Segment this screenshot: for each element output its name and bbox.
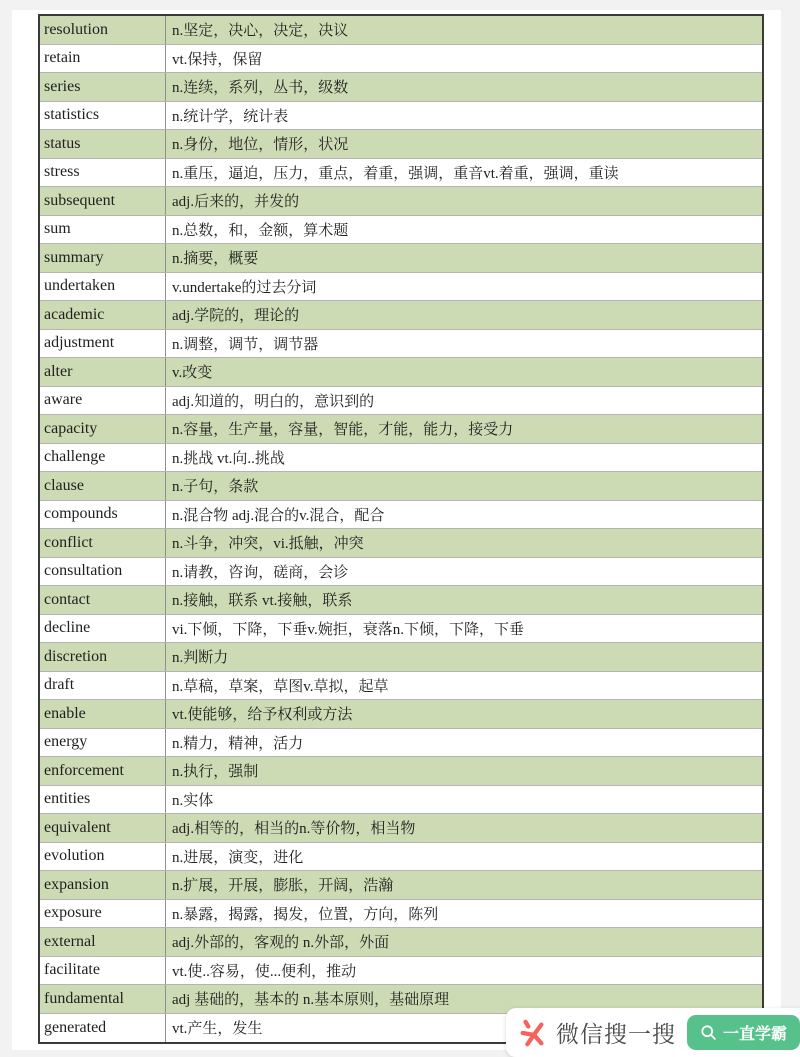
table-row bbox=[40, 159, 762, 188]
table-row bbox=[40, 301, 762, 330]
definition-cell: n.摘要，概要 bbox=[172, 251, 259, 268]
table-row bbox=[40, 501, 762, 530]
word-cell: summary bbox=[40, 244, 166, 272]
definition-cell: adj.相等的，相当的n.等价物，相当物 bbox=[172, 821, 416, 838]
vocab-table bbox=[38, 14, 764, 1044]
word-cell: exposure bbox=[40, 900, 166, 928]
word-cell: draft bbox=[40, 672, 166, 700]
word-cell: alter bbox=[40, 358, 166, 386]
word-cell: evolution bbox=[40, 843, 166, 871]
word-cell: external bbox=[40, 928, 166, 956]
definition-cell: n.接触，联系 vt.接触，联系 bbox=[172, 593, 353, 610]
definition-cell: n.坚定，决心，决定，决议 bbox=[172, 23, 349, 40]
table-row bbox=[40, 444, 762, 473]
word-cell: fundamental bbox=[40, 985, 166, 1013]
table-row bbox=[40, 358, 762, 387]
definition-cell: vt.产生，发生 bbox=[172, 1021, 263, 1038]
table-row bbox=[40, 529, 762, 558]
definition-cell: adj.知道的，明白的，意识到的 bbox=[172, 393, 375, 410]
table-row bbox=[40, 216, 762, 245]
word-cell: aware bbox=[40, 387, 166, 415]
word-cell: capacity bbox=[40, 415, 166, 443]
definition-cell: adj 基础的，基本的 n.基本原则，基础原理 bbox=[172, 992, 450, 1009]
definition-cell: n.精力，精神，活力 bbox=[172, 735, 304, 752]
table-row bbox=[40, 757, 762, 786]
definition-cell: vt.使能够，给予权利或方法 bbox=[172, 707, 353, 724]
watermark-button-label: 一直学霸 bbox=[723, 1026, 788, 1043]
definition-cell: adj.外部的，客观的 n.外部，外面 bbox=[172, 935, 390, 952]
definition-cell: n.请教，咨询，磋商，会诊 bbox=[172, 564, 349, 581]
definition-cell: n.执行，强制 bbox=[172, 764, 259, 781]
definition-cell: n.重压，逼迫，压力，重点，着重，强调，重音vt.着重，强调，重读 bbox=[172, 165, 619, 182]
table-row bbox=[40, 871, 762, 900]
definition-cell: n.暴露，揭露，揭发，位置，方向，陈列 bbox=[172, 906, 439, 923]
table-row bbox=[40, 330, 762, 359]
table-row bbox=[40, 472, 762, 501]
word-cell: generated bbox=[40, 1014, 166, 1043]
table-row bbox=[40, 729, 762, 758]
word-cell: contact bbox=[40, 586, 166, 614]
word-cell: consultation bbox=[40, 558, 166, 586]
table-row bbox=[40, 586, 762, 615]
word-cell: enable bbox=[40, 700, 166, 728]
table-row bbox=[40, 273, 762, 302]
watermark-label: 微信搜一搜 bbox=[556, 1021, 676, 1047]
table-row bbox=[40, 900, 762, 929]
word-cell: entities bbox=[40, 786, 166, 814]
definition-cell: n.草稿，草案，草图v.草拟，起草 bbox=[172, 678, 389, 695]
definition-cell: v.改变 bbox=[172, 365, 213, 382]
definition-cell: n.容量，生产量，容量，智能，才能，能力，接受力 bbox=[172, 422, 514, 439]
table-row bbox=[40, 244, 762, 273]
table-row bbox=[40, 16, 762, 45]
definition-cell: n.扩展，开展，膨胀，开阔，浩瀚 bbox=[172, 878, 394, 895]
word-cell: resolution bbox=[40, 16, 166, 44]
table-row bbox=[40, 415, 762, 444]
definition-cell: n.斗争，冲突，vi.抵触，冲突 bbox=[172, 536, 364, 553]
word-cell: stress bbox=[40, 159, 166, 187]
word-cell: challenge bbox=[40, 444, 166, 472]
table-row bbox=[40, 672, 762, 701]
word-cell: enforcement bbox=[40, 757, 166, 785]
definition-cell: n.实体 bbox=[172, 792, 214, 809]
table-row bbox=[40, 957, 762, 986]
word-cell: retain bbox=[40, 45, 166, 73]
definition-cell: n.进展，演变，进化 bbox=[172, 849, 304, 866]
table-row bbox=[40, 814, 762, 843]
word-cell: subsequent bbox=[40, 187, 166, 215]
magnifier-icon bbox=[700, 1024, 717, 1041]
table-row bbox=[40, 700, 762, 729]
definition-cell: n.挑战 vt.向..挑战 bbox=[172, 450, 285, 467]
definition-cell: n.连续，系列，丛书，级数 bbox=[172, 80, 349, 97]
word-cell: adjustment bbox=[40, 330, 166, 358]
table-row bbox=[40, 786, 762, 815]
table-row bbox=[40, 45, 762, 74]
table-row bbox=[40, 187, 762, 216]
table-row bbox=[40, 387, 762, 416]
word-cell: energy bbox=[40, 729, 166, 757]
definition-cell: vt.保持，保留 bbox=[172, 51, 263, 68]
watermark-card bbox=[506, 1008, 800, 1057]
word-cell: academic bbox=[40, 301, 166, 329]
table-row bbox=[40, 928, 762, 957]
table-row bbox=[40, 643, 762, 672]
definition-cell: n.子句，条款 bbox=[172, 479, 259, 496]
table-row bbox=[40, 73, 762, 102]
word-cell: expansion bbox=[40, 871, 166, 899]
word-cell: statistics bbox=[40, 102, 166, 130]
definition-cell: n.判断力 bbox=[172, 650, 229, 667]
word-cell: facilitate bbox=[40, 957, 166, 985]
definition-cell: adj.学院的，理论的 bbox=[172, 308, 300, 325]
word-cell: sum bbox=[40, 216, 166, 244]
watermark-search-button bbox=[687, 1015, 800, 1050]
definition-cell: vt.使..容易，使...便利，推动 bbox=[172, 963, 357, 980]
word-cell: decline bbox=[40, 615, 166, 643]
table-row bbox=[40, 843, 762, 872]
definition-cell: n.混合物 adj.混合的v.混合，配合 bbox=[172, 507, 385, 524]
wechat-search-logo-icon bbox=[519, 1019, 547, 1047]
word-cell: undertaken bbox=[40, 273, 166, 301]
definition-cell: adj.后来的，并发的 bbox=[172, 194, 300, 211]
definition-cell: n.总数，和，金额，算术题 bbox=[172, 222, 349, 239]
definition-cell: n.身份，地位，情形，状况 bbox=[172, 137, 349, 154]
table-row bbox=[40, 558, 762, 587]
word-cell: status bbox=[40, 130, 166, 158]
table-row bbox=[40, 130, 762, 159]
definition-cell: v.undertake的过去分词 bbox=[172, 279, 317, 296]
word-cell: conflict bbox=[40, 529, 166, 557]
table-row bbox=[40, 615, 762, 644]
word-cell: compounds bbox=[40, 501, 166, 529]
word-cell: equivalent bbox=[40, 814, 166, 842]
word-cell: clause bbox=[40, 472, 166, 500]
definition-cell: n.调整，调节，调节器 bbox=[172, 336, 319, 353]
definition-cell: n.统计学，统计表 bbox=[172, 108, 289, 125]
definition-cell: vi.下倾，下降，下垂v.婉拒，衰落n.下倾，下降，下垂 bbox=[172, 621, 524, 638]
word-cell: discretion bbox=[40, 643, 166, 671]
word-cell: series bbox=[40, 73, 166, 101]
table-row bbox=[40, 102, 762, 131]
